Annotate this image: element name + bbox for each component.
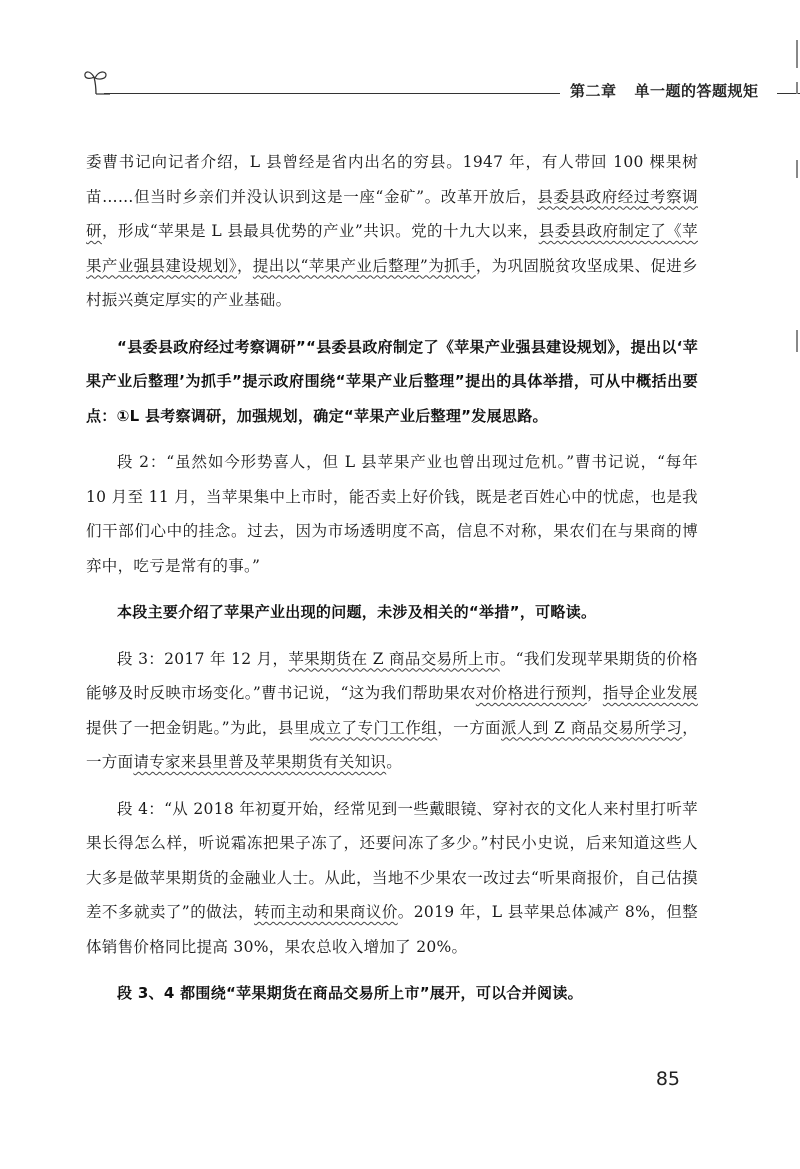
text-segment: ， bbox=[236, 256, 253, 275]
text-segment: 。 bbox=[386, 753, 403, 771]
header-title bbox=[570, 80, 759, 101]
body-paragraph bbox=[86, 642, 698, 780]
page-content bbox=[86, 145, 698, 1023]
text-segment: ，一方面 bbox=[86, 718, 698, 771]
text-segment: ，形成“苹果是 L 县最具优势的产业”共识。党的十九大以来， bbox=[101, 222, 539, 240]
scan-edge-mark bbox=[796, 330, 798, 352]
annotation-paragraph bbox=[86, 330, 698, 434]
underlined-phrase: 对价格进行预判 bbox=[475, 684, 587, 702]
underlined-phrase: 转而主动和果商议价 bbox=[254, 903, 398, 921]
text-segment: ，为巩固脱贫攻坚成果、促进乡村振兴奠定厚实的产业基础。 bbox=[86, 256, 698, 309]
header-rule-left bbox=[104, 93, 560, 94]
body-paragraph bbox=[86, 445, 698, 583]
underlined-phrase: 请专家来县里普及苹果期货有关知识 bbox=[133, 753, 387, 771]
underlined-phrase: 指导企业发展 bbox=[602, 684, 698, 702]
body-paragraph bbox=[86, 145, 698, 318]
underlined-phrase: 县委县政府制定了《苹果产业强县建设规划》 bbox=[86, 222, 698, 275]
scan-edge-mark bbox=[796, 82, 798, 94]
chapter-label: 第二章 bbox=[570, 82, 617, 100]
underlined-phrase: 提出以“苹果产业后整理”为抓手 bbox=[252, 256, 476, 275]
text-segment: ， bbox=[586, 684, 603, 702]
text-segment: ，一方面 bbox=[437, 718, 501, 737]
text-segment: 段 2：“虽然如今形势喜人，但 L 县苹果产业也曾出现过危机。”曹书记说，“每年 10 月至 11 月，当苹果集中上市时，能否卖上好价钱，既是老百姓心中的忧虑，也是我们干部们心中的挂念。过去，因为市场透明度不高，信息不对称，果农们在与果商的博弈中，吃亏是常有的事。” bbox=[86, 453, 698, 575]
underlined-phrase: 成立了专门工作组 bbox=[309, 718, 438, 737]
text-segment: 段 4：“从 2018 年初夏开始，经常见到一些戴眼镜、穿衬衣的文化人来村里打听苹果长得怎么样，听说霜冻把果子冻了，还要问冻了多少。”村民小史说，后来知道这些人大多是做苹果期货的金融业人士。从此，当地不少果农一改过去“听果商报价，自己估摸差不多就卖了”的做法， bbox=[86, 799, 698, 921]
scan-edge-mark bbox=[796, 160, 798, 178]
underlined-phrase: 县委县政府经过考察调研 bbox=[86, 187, 698, 240]
sprout-icon bbox=[82, 66, 110, 96]
underlined-phrase: 派人到 Z 商品交易所学习 bbox=[501, 718, 683, 737]
text-segment: 委曹书记向记者介绍，L 县曾经是省内出名的穷县。1947 年，有人带回 100 棵果树苗……但当时乡亲们并没认识到这是一座“金矿”。改革开放后， bbox=[86, 153, 698, 206]
scan-edge-mark bbox=[796, 40, 798, 68]
text-segment: 段 3、4 都围绕“苹果期货在商品交易所上市”展开，可以合并阅读。 bbox=[117, 984, 583, 1002]
text-segment: 本段主要介绍了苹果产业出现的问题，未涉及相关的“举措”，可略读。 bbox=[117, 603, 597, 621]
underlined-phrase: 苹果期货在 Z 商品交易所上市 bbox=[288, 649, 500, 668]
body-paragraph bbox=[86, 792, 698, 965]
running-header bbox=[82, 62, 800, 102]
text-segment: 。“我们发现苹果期货的价格能够及时反映市场变化。”曹书记说，“这为我们帮助果农 bbox=[86, 649, 699, 702]
text-segment: 段 3：2017 年 12 月， bbox=[117, 649, 289, 668]
annotation-paragraph bbox=[86, 976, 698, 1011]
text-segment: “县委县政府经过考察调研”“县委县政府制定了《苹果产业强县建设规划》，提出以‘苹果产业后整理’为抓手”提示政府围绕“苹果产业后整理”提出的具体举措，可从中概括出要点：①L 县考察调研，加强规划，确定“苹果产业后整理”发展思路。 bbox=[86, 337, 698, 425]
chapter-title: 单一题的答题规矩 bbox=[634, 82, 759, 100]
page-number: 85 bbox=[655, 1068, 680, 1090]
text-segment: 。2019 年，L 县苹果总体减产 8%，但整体销售价格同比提高 30%，果农总收入增加了 20%。 bbox=[86, 903, 698, 956]
annotation-paragraph bbox=[86, 595, 698, 630]
text-segment: 提供了一把金钥匙。”为此，县里 bbox=[86, 718, 310, 737]
